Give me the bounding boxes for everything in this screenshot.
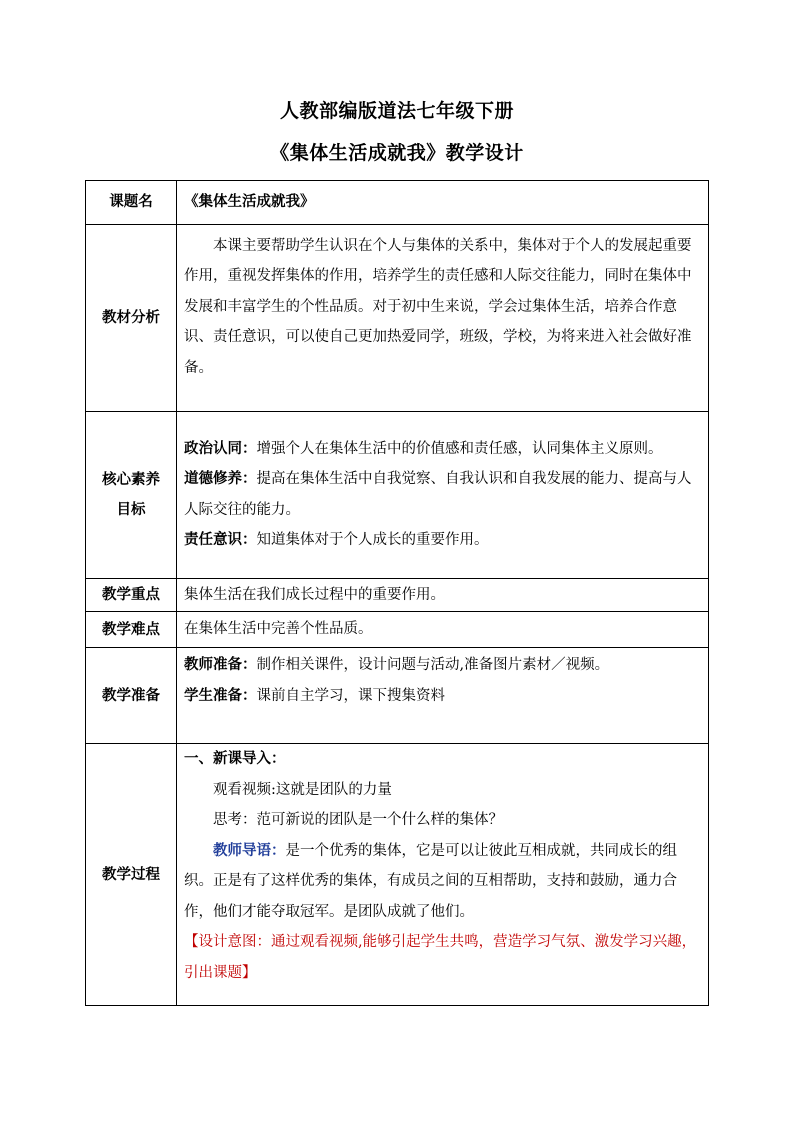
label-prep: 教学准备: [86, 648, 177, 744]
label-process: 教学过程: [86, 744, 177, 1006]
row-analysis: [86, 224, 709, 411]
lesson-plan-table: [85, 180, 709, 1006]
process-line2: 思考：范可新说的团队是一个什么样的集体？: [213, 812, 503, 828]
process-design: 【设计意图：通过观看视频,能够引起学生共鸣，营造学习气氛、激发学习兴趣，引出课题】: [184, 934, 697, 981]
process-section: 一、新课导入：: [184, 750, 286, 767]
core-item-head: 道德修养：: [184, 470, 257, 487]
label-analysis: 教材分析: [86, 224, 177, 411]
row-difficulty: [86, 612, 709, 648]
row-topic: [86, 181, 709, 225]
row-key: [86, 578, 709, 612]
document-title: 人教部编版道法七年级下册: [279, 100, 514, 122]
process-guide-text: 是一个优秀的集体，它是可以让彼此互相成就，共同成长的组织。正是有了这样优秀的集体，有成员之间的互相帮助，支持和鼓励，通力合作，他们才能夺取冠军。是团队成就了他们。: [184, 842, 677, 920]
core-item-head: 责任意识：: [184, 531, 257, 548]
core-item-political: [184, 434, 702, 465]
label-core-line1: 核心素养: [102, 470, 160, 488]
difficulty-text: 在集体生活中完善个性品质。: [177, 612, 709, 648]
prep-student-text: 课前自主学习，课下搜集资料: [256, 687, 445, 704]
core-item-text: 提高在集体生活中自我觉察、自我认识和自我发展的能力、提高与人人际交往的能力。: [184, 471, 692, 518]
analysis-cell: [177, 224, 709, 411]
analysis-text: 本课主要帮助学生认识在个人与集体的关系中，集体对于个人的发展起重要作用，重视发挥集体的作用，培养学生的责任感和人际交往能力，同时在集体中发展和丰富学生的个性品质。对于初中生来说，学会过集体生活，培养合作意识、责任意识，可以使自己更加热爱同学，班级，学校，为将来进入社会做好准备。: [184, 237, 692, 376]
core-item-moral: [184, 464, 702, 525]
prep-teacher-text: 制作相关课件，设计问题与活动,准备图片素材／视频。: [256, 657, 610, 673]
label-key: 教学重点: [86, 578, 177, 612]
process-line1: 观看视频:这就是团队的力量: [213, 781, 392, 798]
core-cell: [177, 411, 709, 578]
label-topic: 课题名: [86, 181, 177, 225]
prep-student-head: 学生准备：: [184, 686, 257, 704]
prep-teacher: [184, 650, 702, 681]
prep-teacher-head: 教师准备：: [184, 656, 257, 673]
prep-student: [184, 681, 702, 712]
core-item-text: 知道集体对于个人成长的重要作用。: [256, 532, 489, 548]
row-prep: [86, 648, 709, 744]
label-difficulty: 教学难点: [86, 612, 177, 648]
topic-text: 《集体生活成就我》: [184, 193, 315, 210]
label-core: [86, 411, 177, 578]
process-guide: [184, 836, 702, 928]
core-item-text: 增强个人在集体生活中的价值感和责任感，认同集体主义原则。: [256, 440, 663, 457]
process-guide-head: 教师导语：: [213, 841, 286, 859]
process-cell: [177, 744, 709, 1006]
row-process: [86, 744, 709, 1006]
row-core: [86, 411, 709, 578]
label-core-line2: 目标: [116, 500, 146, 518]
document-subtitle: 《集体生活成就我》教学设计: [270, 142, 524, 164]
key-text: 集体生活在我们成长过程中的重要作用。: [177, 578, 709, 612]
topic-value: [177, 181, 709, 225]
prep-cell: [177, 648, 709, 744]
core-item-head: 政治认同：: [184, 439, 257, 457]
core-item-responsibility: [184, 525, 702, 556]
